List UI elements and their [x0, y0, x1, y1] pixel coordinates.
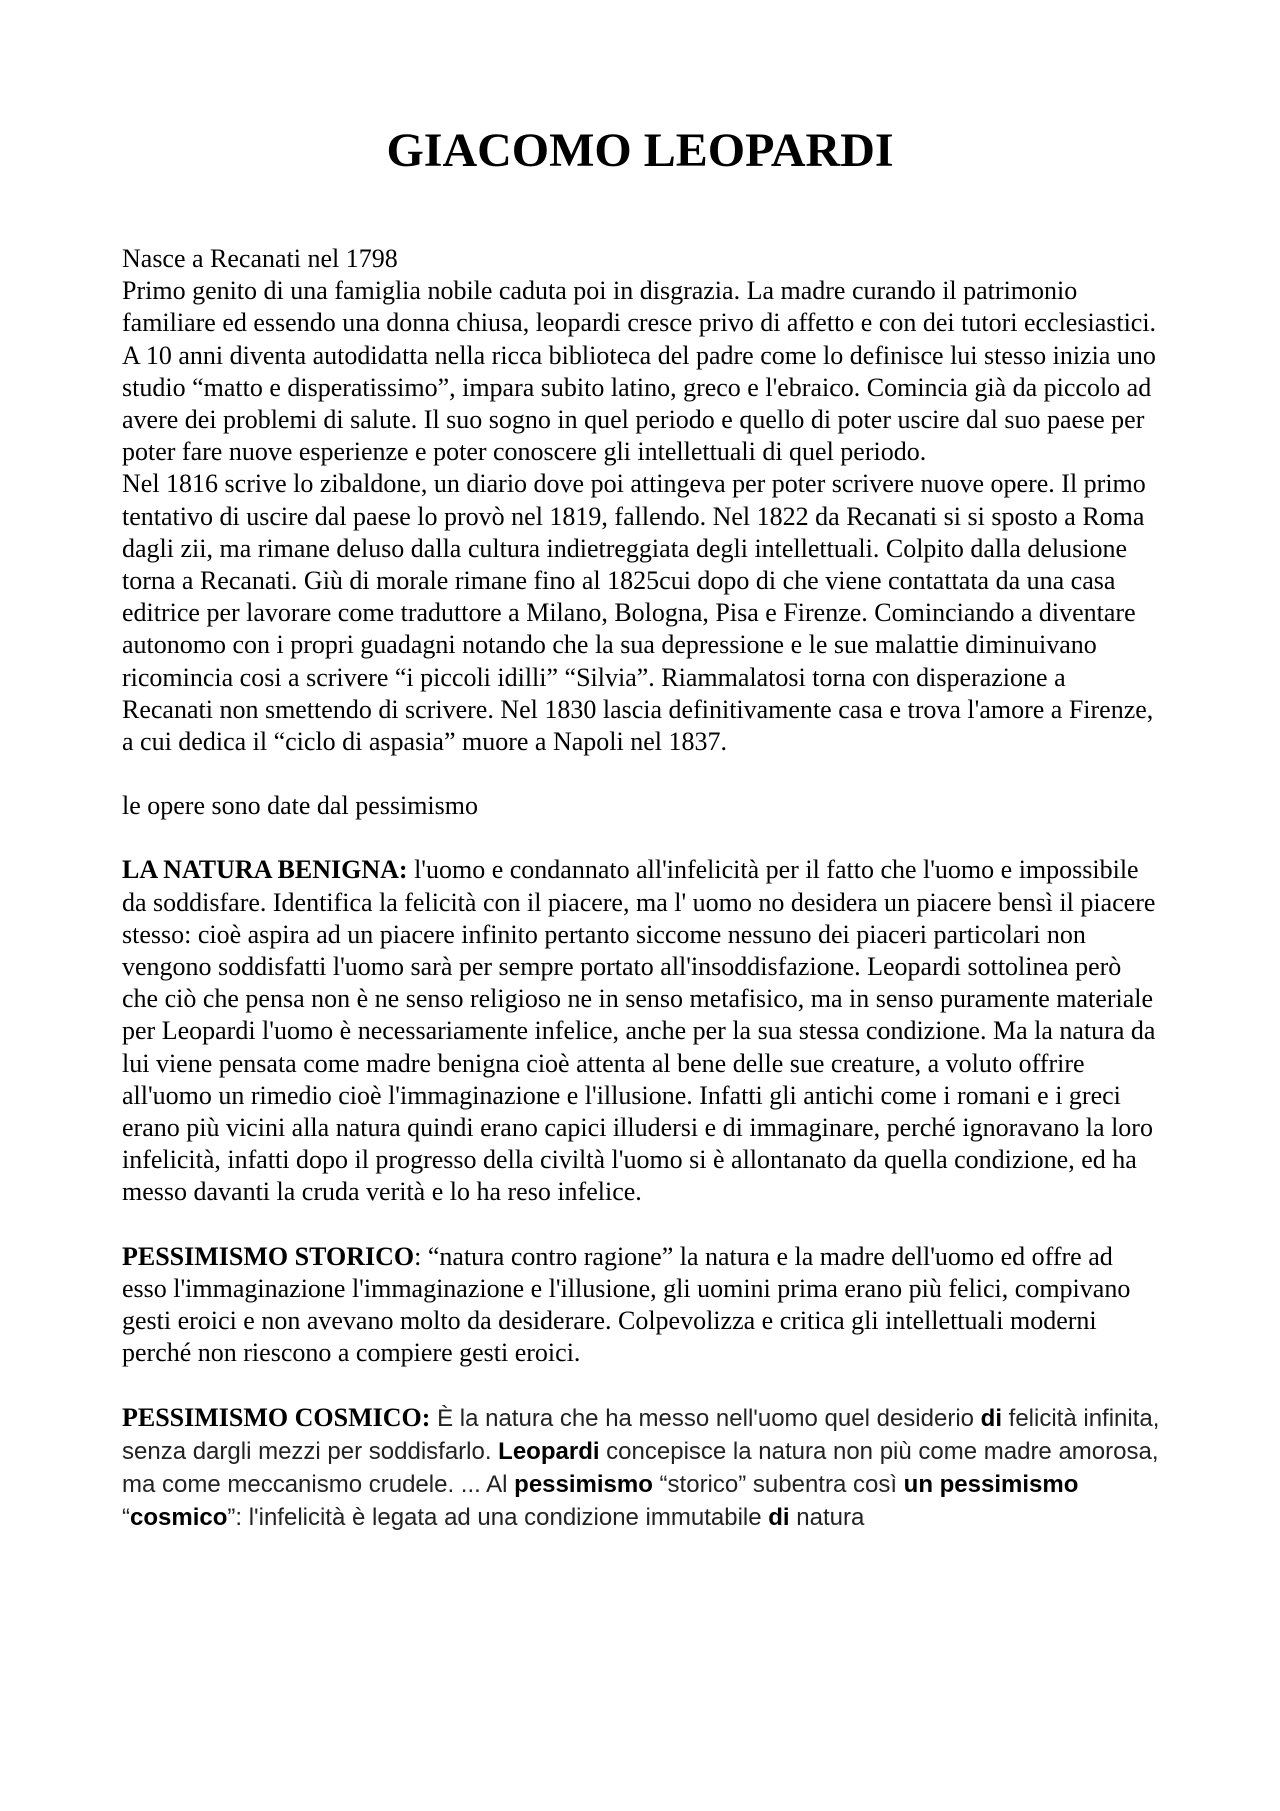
paragraph-gap	[122, 822, 1162, 854]
text-run: ”: l'infelicità è legata ad una condizione immutabile	[227, 1504, 769, 1532]
bold-run: Leopardi	[498, 1437, 600, 1465]
bio-paragraph-2: Nel 1816 scrive lo zibaldone, un diario dove poi attingeva per poter scrivere nuove opere. Il primo tentativo di uscire dal paese lo provò nel 1819, fallendo. Nel 1822 da Recanati si si sposto a Roma dagli zii, ma rimane deluso dalla cultura indietreggiata degli intellettuali. Colpito dalla delusione torna a Recanati. Giù di morale rimane fino al 1825cui dopo di che viene contattata da una casa editrice per lavorare come traduttore a Milano, Bologna, Pisa e Firenze. Cominciando a diventare autonomo con i propri guadagni notando che la sua depressione e le sue malattie diminuivano ricomincia cosi a scrivere “i piccoli idilli” “Silvia”. Riammalatosi torna con disperazione a Recanati non smettendo di scrivere. Nel 1830 lascia definitivamente casa e trova l'amore a Firenze, a cui dedica il “ciclo di aspasia” muore a Napoli nel 1837.	[122, 469, 1154, 757]
paragraph-gap	[122, 1370, 1162, 1402]
bold-run: un pessimismo	[903, 1470, 1079, 1498]
bold-run: cosmico	[130, 1504, 228, 1532]
section-text: : “natura contro ragione” la natura e la madre dell'uomo ed offre ad esso l'immaginazione l'immaginazione e l'illusione, gli uomini prima erano più felici, compivano gesti eroici e non avevano molto da desiderare. Colpevolizza e critica gli intellettuali moderni perché non riescono a compiere gesti eroici.	[122, 1241, 1131, 1368]
section-text: l'uomo e condannato all'infelicità per il fatto che l'uomo e impossibile da soddisfare. Identifica la felicità con il piacere, ma l' uomo no desidera un piacere bensì il piacere stesso: cioè aspira ad un piacere infinito pertanto siccome nessuno dei piaceri particolari non vengono soddisfatti l'uomo sarà per sempre portato all'insoddisfazione. Leopardi sottolinea però che ciò che pensa non è ne senso religioso ne in senso metafisico, ma in senso puramente materiale per Leopardi l'uomo è necessariamente infelice, anche per la sua stessa condizione. Ma la natura da lui viene pensata come madre benigna cioè attenta al bene delle sue creature, a voluto offrire all'uomo un rimedio cioè l'immaginazione e l'illusione. Infatti gli antichi come i romani e i greci erano più vicini alla natura quindi erano capici illudersi e di immaginare, perché ignoravano la loro infelicità, infatti dopo il progresso della civiltà l'uomo si è allontanato da quella condizione, ed ha messo davanti la cruda verità e lo ha reso infelice.	[122, 855, 1156, 1207]
page-title: GIACOMO LEOPARDI	[386, 124, 894, 177]
bold-run: di	[980, 1404, 1002, 1432]
text-run: “	[122, 1504, 130, 1532]
text-run: “storico” subentra così	[652, 1470, 904, 1498]
section-pessimismo-cosmico	[122, 1402, 1162, 1535]
text-run: felicità infinita, senza dargli mezzi per soddisfarlo.	[122, 1404, 1160, 1465]
section-heading: LA NATURA BENIGNA:	[122, 855, 408, 885]
bold-run: di	[768, 1504, 790, 1532]
works-intro: le opere sono date dal pessimismo	[122, 791, 478, 821]
paragraph-gap	[122, 758, 1162, 790]
section-heading: PESSIMISMO COSMICO:	[122, 1402, 431, 1432]
text-run: È la natura che ha messo nell'uomo quel desiderio	[430, 1404, 981, 1432]
birth-line: Nasce a Recanati nel 1798	[122, 244, 398, 273]
document-body	[122, 243, 1162, 1534]
section-natura-benigna	[122, 854, 1162, 1208]
text-run: concepisce la natura non più come madre amorosa, ma come meccanismo crudele. ... Al	[122, 1437, 1159, 1498]
section-heading: PESSIMISMO STORICO	[122, 1241, 415, 1271]
paragraph-gap	[122, 1209, 1162, 1241]
bio-paragraph-1: Primo genito di una famiglia nobile caduta poi in disgrazia. La madre curando il patrimonio familiare ed essendo una donna chiusa, leopardi cresce privo di affetto e con dei tutori ecclesiastici. A 10 anni diventa autodidatta nella ricca biblioteca del padre come lo definisce lui stesso inizia uno studio “matto e disperatissimo”, impara subito latino, greco e l'ebraico. Comincia già da piccolo ad avere dei problemi di salute. Il suo sogno in quel periodo e quello di poter uscire dal suo paese per poter fare nuove esperienze e poter conoscere gli intellettuali di quel periodo.	[122, 276, 1157, 467]
bold-run: pessimismo	[514, 1470, 653, 1498]
text-run: natura	[789, 1504, 865, 1532]
section-pessimismo-storico	[122, 1241, 1162, 1370]
